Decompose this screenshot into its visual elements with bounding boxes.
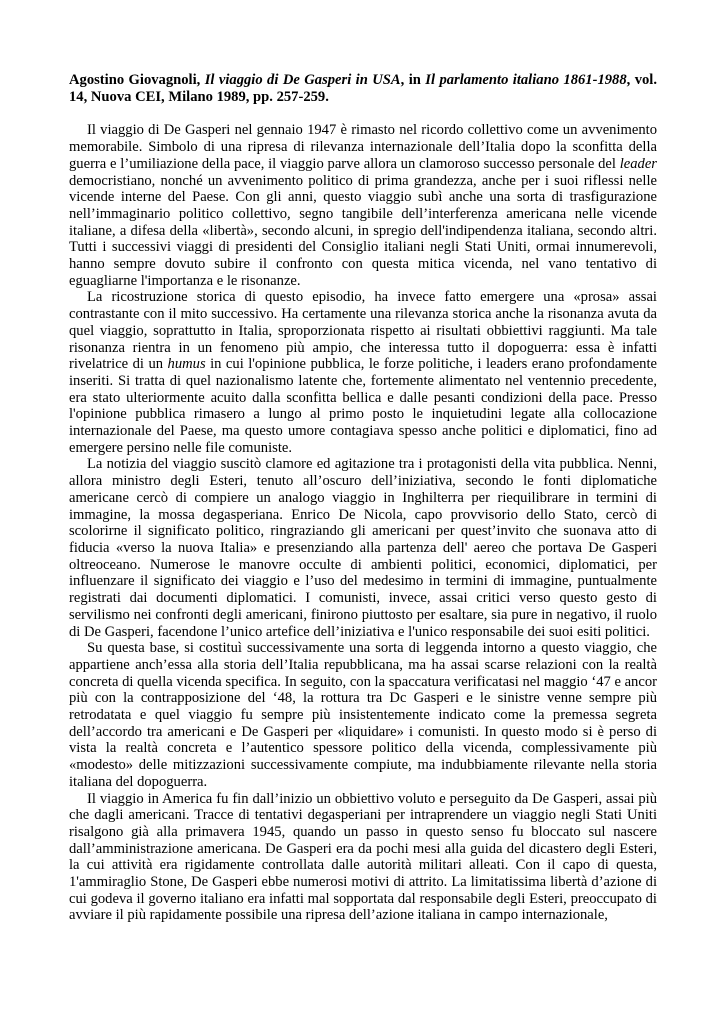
- paragraph-text: La notizia del viaggio suscitò clamore ed agitazione tra i protagonisti della vita pubblica. Nenni, allora ministro degli Esteri, tenuto all’oscuro dell’iniziativa, secondo le fonti diplomatiche americane cercò di compiere un analogo viaggio in Inghilterra per riequilibrare in termini di immagine, la mossa degasperiana. Enrico De Nicola, capo provvisorio dello Stato, cercò di scolorirne il significato politico, ringraziando gli americani per quest’invito che suonava atto di fiducia «verso la nuova Italia» e presenziando alla partenza dell' aereo che portava De Gasperi oltreoceano. Numerose le manovre occulte di ambienti politici, economici, diplomatici, per influenzare il significato dei viaggio e l’uso del medesimo in termini di immagine, puntualmente registrati dai documenti diplomatici. I comunisti, invece, assai critici verso questo gesto di servilismo nei confronti degli americani, finirono piuttosto per esaltare, sia pure in negativo, il ruolo di De Gasperi, facendone l’unico artefice dell’iniziativa e l'unico responsabile dei suoi esiti politici.: [69, 456, 657, 640]
- body-paragraph-2: [69, 289, 657, 456]
- italic-term: leader: [619, 155, 657, 172]
- citation-author: Agostino Giovagnoli: [69, 72, 197, 88]
- paragraph-text: La ricostruzione storica di questo episodio, ha invece fatto emergere una «prosa» assai contrastante con il mito successivo. Ha certamente una rilevanza storica anche la risonanza avuta da quel viaggio, soprattutto in Italia, sproporzionata rispetto ai risultati obbiettivi raggiunti. Ma tale risonanza rientra in un fenomeno più ampio, che interessa tutto il dopoguerra: essa è infatti rivelatrice di un: [69, 289, 657, 373]
- citation-book-title: Il parlamento italiano 1861-1988: [425, 72, 627, 88]
- citation-details: , vol. 14, Nuova CEI, Milano 1989, pp. 257-259.: [69, 72, 658, 105]
- body-paragraph-5: [69, 791, 657, 925]
- paragraph-text: Su questa base, si costituì successivamente una sorta di leggenda intorno a questo viaggio, che appartiene anch’essa alla storia dell’Italia repubblicana, ma ha assai scarse relazioni con la realtà concreta di quella vicenda specifica. In seguito, con la spaccatura verificatasi nel maggio ‘47 e ancor più con la contrapposizione del ‘48, la rottura tra Dc Gasperi e le sinistre venne sempre più retrodatata e quel viaggio fu sempre più insistentemente indicato come la premessa segreta dell’accordo tra americani e De Gasperi per «liquidare» i comunisti. In questo modo si è perso di vista la realtà concreta e l’autentico spessore politico della vicenda, complessivamente più «modesto» delle mitizzazioni successivamente compiute, ma indubbiamente rilevante nella storia italiana del dopoguerra.: [69, 640, 657, 790]
- citation-separator: , in: [400, 72, 426, 88]
- paragraph-text: democristiano, nonché un avvenimento politico di prima grandezza, anche per i suoi riflessi nelle vicende interne del Paese. Con gli anni, questo viaggio subì anche una sorta di trasfigurazione nell’immaginario politico collettivo, segno tangibile dell’interferenza americana nelle vicende italiane, a difesa della «libertà», secondo alcuni, in spregio dell'indipendenza italiana, secondo altri. Tutti i successivi viaggi di presidenti del Consiglio italiani negli Stati Uniti, ormai innumerevoli, hanno sempre dovuto subire il confronto con questa mitica vicenda, nel vano tentativo di eguagliarne l'importanza e le risonanze.: [69, 172, 657, 289]
- citation-separator: ,: [196, 72, 205, 88]
- body-paragraph-4: [69, 640, 657, 790]
- italic-term: humus: [167, 356, 206, 373]
- citation-article-title: Il viaggio di De Gasperi in USA: [204, 72, 401, 88]
- paragraph-text: Il viaggio in America fu fin dall’inizio un obbiettivo voluto e perseguito da De Gasperi, assai più che dagli americani. Tracce di tentativi degasperiani per intraprendere un viaggio negli Stati Uniti risalgono già alla primavera 1945, quando un passo in questo senso fu bloccato sul nascere dall’amministrazione americana. De Gasperi era da pochi mesi alla guida del dicastero degli Esteri, la cui attività era rigidamente controllata dalle autorità militari alleati. Con il capo di questa, 1'ammiraglio Stone, De Gasperi ebbe numerosi motivi di attrito. La limitatissima libertà d’azione di cui godeva il governo italiano era infatti mal sopportata dal responsabile degli Esteri, preoccupato di avviare il più rapidamente possibile una ripresa dell’azione italiana in campo internazionale,: [69, 790, 657, 924]
- document-page: [69, 72, 657, 924]
- body-paragraph-3: [69, 456, 657, 640]
- body-paragraph-1: [69, 122, 657, 289]
- paragraph-text: Il viaggio di De Gasperi nel gennaio 1947 è rimasto nel ricordo collettivo come un avvenimento memorabile. Simbolo di una ripresa di rilevanza internazionale dell’Italia dopo la sconfitta della guerra e l’umiliazione della pace, il viaggio parve allora un clamoroso successo personale del: [69, 122, 657, 172]
- bibliographic-citation: [69, 72, 657, 105]
- paragraph-text: in cui l'opinione pubblica, le forze politiche, i leaders erano profondamente inseriti. Si tratta di quel nazionalismo latente che, fortemente alimentato nel ventennio precedente, era stato ulteriormente acuito dalla sconfitta bellica e dalle pesanti condizioni della pace. Presso l'opinione pubblica rimasero a lungo al primo posto le inquietudini legate alla collocazione internazionale del Paese, ma questo umore contagiava spesso anche politici e diplomatici, fino ad emergere persino nelle file comuniste.: [69, 356, 657, 456]
